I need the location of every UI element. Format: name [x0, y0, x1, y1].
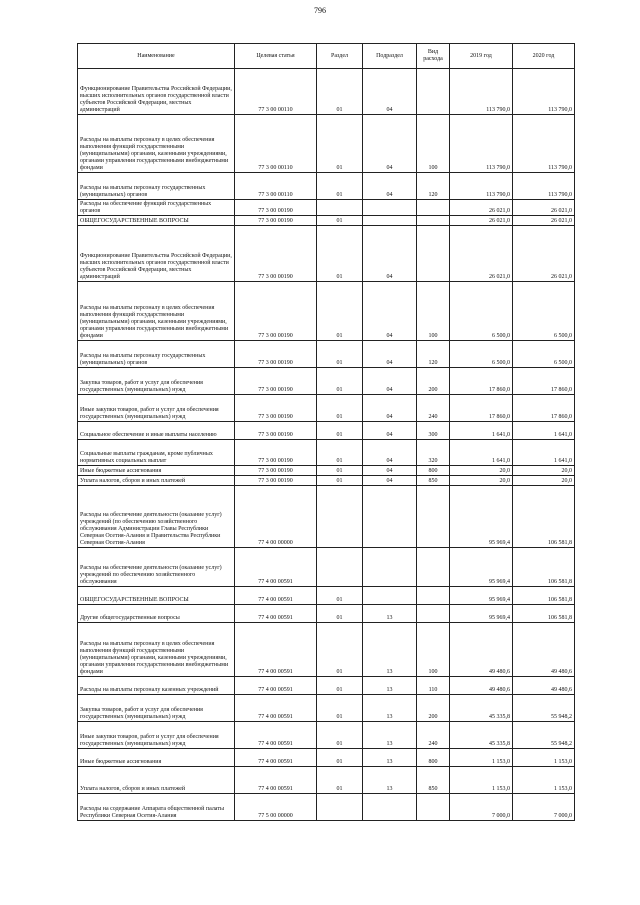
- table-row: [78, 749, 575, 767]
- row-expense-type: [417, 486, 450, 548]
- row-name: ОБЩЕГОСУДАРСТВЕННЫЕ ВОПРОСЫ: [78, 216, 235, 226]
- table-row: [78, 282, 575, 341]
- row-subsection: 13: [363, 605, 417, 623]
- row-value-2019: 20,0: [450, 476, 513, 486]
- table-row: [78, 486, 575, 548]
- row-name: Иные бюджетные ассигнования: [78, 466, 235, 476]
- row-value-2020: 26 021,0: [513, 216, 575, 226]
- row-code: 77 4 00 00591: [235, 722, 317, 749]
- row-value-2020: 1 153,0: [513, 767, 575, 794]
- row-value-2020: 55 948,2: [513, 695, 575, 722]
- row-expense-type: 240: [417, 722, 450, 749]
- table-row: [78, 368, 575, 395]
- row-expense-type: 320: [417, 440, 450, 466]
- row-value-2019: 49 480,6: [450, 677, 513, 695]
- row-name: Иные закупки товаров, работ и услуг для обеспечения государственных (муниципальных) нужд: [78, 395, 235, 422]
- row-expense-type: [417, 794, 450, 821]
- row-section: 01: [317, 341, 363, 368]
- row-expense-type: 120: [417, 341, 450, 368]
- row-value-2020: 17 860,0: [513, 395, 575, 422]
- row-section: 01: [317, 587, 363, 605]
- row-code: 77 3 00 00190: [235, 368, 317, 395]
- row-value-2019: 1 641,0: [450, 440, 513, 466]
- budget-table: [77, 43, 575, 821]
- row-code: 77 3 00 00110: [235, 115, 317, 173]
- row-section: [317, 548, 363, 587]
- row-value-2019: 45 335,8: [450, 722, 513, 749]
- row-code: 77 3 00 00110: [235, 69, 317, 115]
- row-expense-type: [417, 226, 450, 282]
- row-subsection: 04: [363, 476, 417, 486]
- page-number: 796: [314, 6, 326, 15]
- row-value-2020: 6 500,0: [513, 341, 575, 368]
- row-expense-type: [417, 605, 450, 623]
- row-subsection: 13: [363, 722, 417, 749]
- row-value-2019: 17 860,0: [450, 368, 513, 395]
- row-subsection: 04: [363, 282, 417, 341]
- row-subsection: 04: [363, 173, 417, 200]
- row-subsection: 04: [363, 69, 417, 115]
- row-section: 01: [317, 466, 363, 476]
- row-value-2020: 17 860,0: [513, 368, 575, 395]
- table-row: [78, 677, 575, 695]
- table-row: [78, 173, 575, 200]
- row-section: 01: [317, 115, 363, 173]
- row-value-2020: 106 581,8: [513, 548, 575, 587]
- row-value-2019: 1 641,0: [450, 422, 513, 440]
- row-subsection: 04: [363, 422, 417, 440]
- row-section: 01: [317, 440, 363, 466]
- row-subsection: 04: [363, 395, 417, 422]
- table-row: [78, 605, 575, 623]
- row-value-2019: 45 335,8: [450, 695, 513, 722]
- row-code: 77 5 00 00000: [235, 794, 317, 821]
- row-subsection: [363, 794, 417, 821]
- row-value-2020: 26 021,0: [513, 226, 575, 282]
- row-code: 77 4 00 00591: [235, 587, 317, 605]
- row-section: 01: [317, 476, 363, 486]
- row-expense-type: [417, 587, 450, 605]
- row-section: 01: [317, 677, 363, 695]
- row-name: Иные закупки товаров, работ и услуг для обеспечения государственных (муниципальных) нужд: [78, 722, 235, 749]
- row-section: 01: [317, 216, 363, 226]
- row-name: Иные бюджетные ассигнования: [78, 749, 235, 767]
- row-code: 77 4 00 00591: [235, 623, 317, 677]
- row-expense-type: 200: [417, 368, 450, 395]
- row-name: Расходы на выплаты персоналу государственных (муниципальных) органов: [78, 173, 235, 200]
- row-value-2019: 113 790,0: [450, 173, 513, 200]
- row-value-2019: 95 969,4: [450, 605, 513, 623]
- row-name: Социальные выплаты гражданам, кроме публичных нормативных социальных выплат: [78, 440, 235, 466]
- row-code: 77 3 00 00190: [235, 200, 317, 216]
- row-value-2020: 1 153,0: [513, 749, 575, 767]
- row-value-2020: 20,0: [513, 476, 575, 486]
- header-year-2020: 2020 год: [513, 44, 575, 69]
- row-section: 01: [317, 69, 363, 115]
- row-expense-type: 100: [417, 623, 450, 677]
- row-value-2019: 26 021,0: [450, 216, 513, 226]
- row-name: Функционирование Правительства Российской Федерации, высших исполнительных органов государственной власти субъектов Российской Федерации, местных администраций: [78, 226, 235, 282]
- row-subsection: [363, 587, 417, 605]
- row-value-2019: 6 500,0: [450, 282, 513, 341]
- row-section: [317, 486, 363, 548]
- row-name: ОБЩЕГОСУДАРСТВЕННЫЕ ВОПРОСЫ: [78, 587, 235, 605]
- table-row: [78, 794, 575, 821]
- row-value-2020: 55 948,2: [513, 722, 575, 749]
- row-code: 77 3 00 00190: [235, 226, 317, 282]
- row-value-2019: 7 000,0: [450, 794, 513, 821]
- table-row: [78, 115, 575, 173]
- table-row: [78, 395, 575, 422]
- row-value-2019: 95 969,4: [450, 587, 513, 605]
- row-name: Уплата налогов, сборов и иных платежей: [78, 476, 235, 486]
- row-section: 01: [317, 173, 363, 200]
- row-expense-type: 850: [417, 767, 450, 794]
- row-name: Расходы на обеспечение деятельности (оказание услуг) учреждений (по обеспечению хозяйственного обслуживания Администрации Главы Республики Северная Осетия-Алания и Правительства Республики Северная Осетия-Алания: [78, 486, 235, 548]
- row-expense-type: [417, 200, 450, 216]
- row-value-2019: 20,0: [450, 466, 513, 476]
- table-row: [78, 422, 575, 440]
- row-section: 01: [317, 422, 363, 440]
- row-value-2020: 26 021,0: [513, 200, 575, 216]
- table-row: [78, 548, 575, 587]
- row-expense-type: [417, 216, 450, 226]
- row-name: Закупка товаров, работ и услуг для обеспечения государственных (муниципальных) нужд: [78, 368, 235, 395]
- row-code: 77 3 00 00190: [235, 440, 317, 466]
- row-name: Другие общегосударственные вопросы: [78, 605, 235, 623]
- row-expense-type: [417, 69, 450, 115]
- table-row: [78, 200, 575, 216]
- row-code: 77 4 00 00591: [235, 695, 317, 722]
- row-name: Расходы на выплаты персоналу в целях обеспечения выполнения функций государственными (муниципальными) органами, казенными учреждениями, органами управления государственными внебюджетными фондами: [78, 282, 235, 341]
- row-subsection: [363, 486, 417, 548]
- table-row: [78, 695, 575, 722]
- row-value-2019: 95 969,4: [450, 548, 513, 587]
- row-value-2019: 95 969,4: [450, 486, 513, 548]
- row-subsection: 04: [363, 341, 417, 368]
- table-row: [78, 466, 575, 476]
- row-name: Расходы на выплаты персоналу государственных (муниципальных) органов: [78, 341, 235, 368]
- row-expense-type: 300: [417, 422, 450, 440]
- row-expense-type: 200: [417, 695, 450, 722]
- row-code: 77 3 00 00190: [235, 282, 317, 341]
- row-code: 77 4 00 00591: [235, 548, 317, 587]
- row-name: Расходы на содержание Аппарата общественной палаты Республики Северная Осетия-Алания: [78, 794, 235, 821]
- table-row: [78, 476, 575, 486]
- row-subsection: 13: [363, 749, 417, 767]
- row-value-2019: 49 480,6: [450, 623, 513, 677]
- header-name: Наименование: [78, 44, 235, 69]
- row-value-2020: 113 790,0: [513, 115, 575, 173]
- row-code: 77 4 00 00000: [235, 486, 317, 548]
- row-name: Уплата налогов, сборов и иных платежей: [78, 767, 235, 794]
- table-row: [78, 587, 575, 605]
- table-row: [78, 216, 575, 226]
- row-subsection: 04: [363, 226, 417, 282]
- row-expense-type: 120: [417, 173, 450, 200]
- row-section: 01: [317, 695, 363, 722]
- row-expense-type: 800: [417, 466, 450, 476]
- row-section: [317, 794, 363, 821]
- row-name: Расходы на выплаты персоналу в целях обеспечения выполнения функций государственными (муниципальными) органами, казенными учреждениями, органами управления государственными внебюджетными фондами: [78, 115, 235, 173]
- header-subsection: Подраздел: [363, 44, 417, 69]
- row-name: Расходы на обеспечение деятельности (оказание услуг) учреждений по обеспечению хозяйственного обслуживания: [78, 548, 235, 587]
- row-subsection: 04: [363, 115, 417, 173]
- row-section: 01: [317, 749, 363, 767]
- row-value-2020: 1 641,0: [513, 422, 575, 440]
- header-code: Целевая статья: [235, 44, 317, 69]
- table-row: [78, 767, 575, 794]
- row-code: 77 3 00 00190: [235, 422, 317, 440]
- row-value-2020: 20,0: [513, 466, 575, 476]
- row-subsection: [363, 548, 417, 587]
- row-code: 77 4 00 00591: [235, 767, 317, 794]
- row-expense-type: 100: [417, 115, 450, 173]
- row-code: 77 4 00 00591: [235, 605, 317, 623]
- row-subsection: 13: [363, 767, 417, 794]
- row-section: [317, 200, 363, 216]
- row-subsection: [363, 216, 417, 226]
- row-subsection: 13: [363, 623, 417, 677]
- row-subsection: 13: [363, 695, 417, 722]
- row-value-2020: 106 581,8: [513, 587, 575, 605]
- row-subsection: [363, 200, 417, 216]
- row-value-2020: 49 480,6: [513, 623, 575, 677]
- row-expense-type: 850: [417, 476, 450, 486]
- row-section: 01: [317, 767, 363, 794]
- table-header-row: [78, 44, 575, 69]
- row-name: Расходы на выплаты персоналу казенных учреждений: [78, 677, 235, 695]
- row-code: 77 3 00 00110: [235, 173, 317, 200]
- row-value-2019: 1 153,0: [450, 767, 513, 794]
- row-code: 77 3 00 00190: [235, 216, 317, 226]
- table-row: [78, 440, 575, 466]
- row-code: 77 4 00 00591: [235, 749, 317, 767]
- row-value-2019: 113 790,0: [450, 115, 513, 173]
- row-name: Закупка товаров, работ и услуг для обеспечения государственных (муниципальных) нужд: [78, 695, 235, 722]
- row-subsection: 04: [363, 466, 417, 476]
- row-code: 77 3 00 00190: [235, 341, 317, 368]
- table-row: [78, 69, 575, 115]
- row-subsection: 13: [363, 677, 417, 695]
- row-value-2020: 49 480,6: [513, 677, 575, 695]
- row-value-2020: 1 641,0: [513, 440, 575, 466]
- row-code: 77 3 00 00190: [235, 476, 317, 486]
- row-section: 01: [317, 226, 363, 282]
- header-expense-type: Вид расхода: [417, 44, 450, 69]
- row-code: 77 3 00 00190: [235, 466, 317, 476]
- row-value-2020: 113 790,0: [513, 173, 575, 200]
- header-section: Раздел: [317, 44, 363, 69]
- table-row: [78, 623, 575, 677]
- row-section: 01: [317, 623, 363, 677]
- row-value-2019: 17 860,0: [450, 395, 513, 422]
- row-subsection: 04: [363, 440, 417, 466]
- row-value-2019: 6 500,0: [450, 341, 513, 368]
- row-expense-type: 110: [417, 677, 450, 695]
- header-year-2019: 2019 год: [450, 44, 513, 69]
- row-value-2019: 1 153,0: [450, 749, 513, 767]
- row-section: 01: [317, 282, 363, 341]
- row-value-2020: 106 581,8: [513, 605, 575, 623]
- row-expense-type: 100: [417, 282, 450, 341]
- row-value-2019: 113 790,0: [450, 69, 513, 115]
- row-subsection: 04: [363, 368, 417, 395]
- row-code: 77 4 00 00591: [235, 677, 317, 695]
- row-expense-type: 240: [417, 395, 450, 422]
- row-expense-type: 800: [417, 749, 450, 767]
- row-name: Социальное обеспечение и иные выплаты населению: [78, 422, 235, 440]
- row-value-2020: 7 000,0: [513, 794, 575, 821]
- row-expense-type: [417, 548, 450, 587]
- row-section: 01: [317, 395, 363, 422]
- row-name: Функционирование Правительства Российской Федерации, высших исполнительных органов государственной власти субъектов Российской Федерации, местных администраций: [78, 69, 235, 115]
- table-row: [78, 226, 575, 282]
- row-value-2020: 113 790,0: [513, 69, 575, 115]
- row-value-2019: 26 021,0: [450, 226, 513, 282]
- row-section: 01: [317, 368, 363, 395]
- row-name: Расходы на обеспечение функций государственных органов: [78, 200, 235, 216]
- row-code: 77 3 00 00190: [235, 395, 317, 422]
- row-value-2019: 26 021,0: [450, 200, 513, 216]
- table-row: [78, 341, 575, 368]
- row-section: 01: [317, 605, 363, 623]
- row-value-2020: 106 581,8: [513, 486, 575, 548]
- table-row: [78, 722, 575, 749]
- row-section: 01: [317, 722, 363, 749]
- row-value-2020: 6 500,0: [513, 282, 575, 341]
- row-name: Расходы на выплаты персоналу в целях обеспечения выполнения функций государственными (муниципальными) органами, казенными учреждениями, органами управления государственными внебюджетными фондами: [78, 623, 235, 677]
